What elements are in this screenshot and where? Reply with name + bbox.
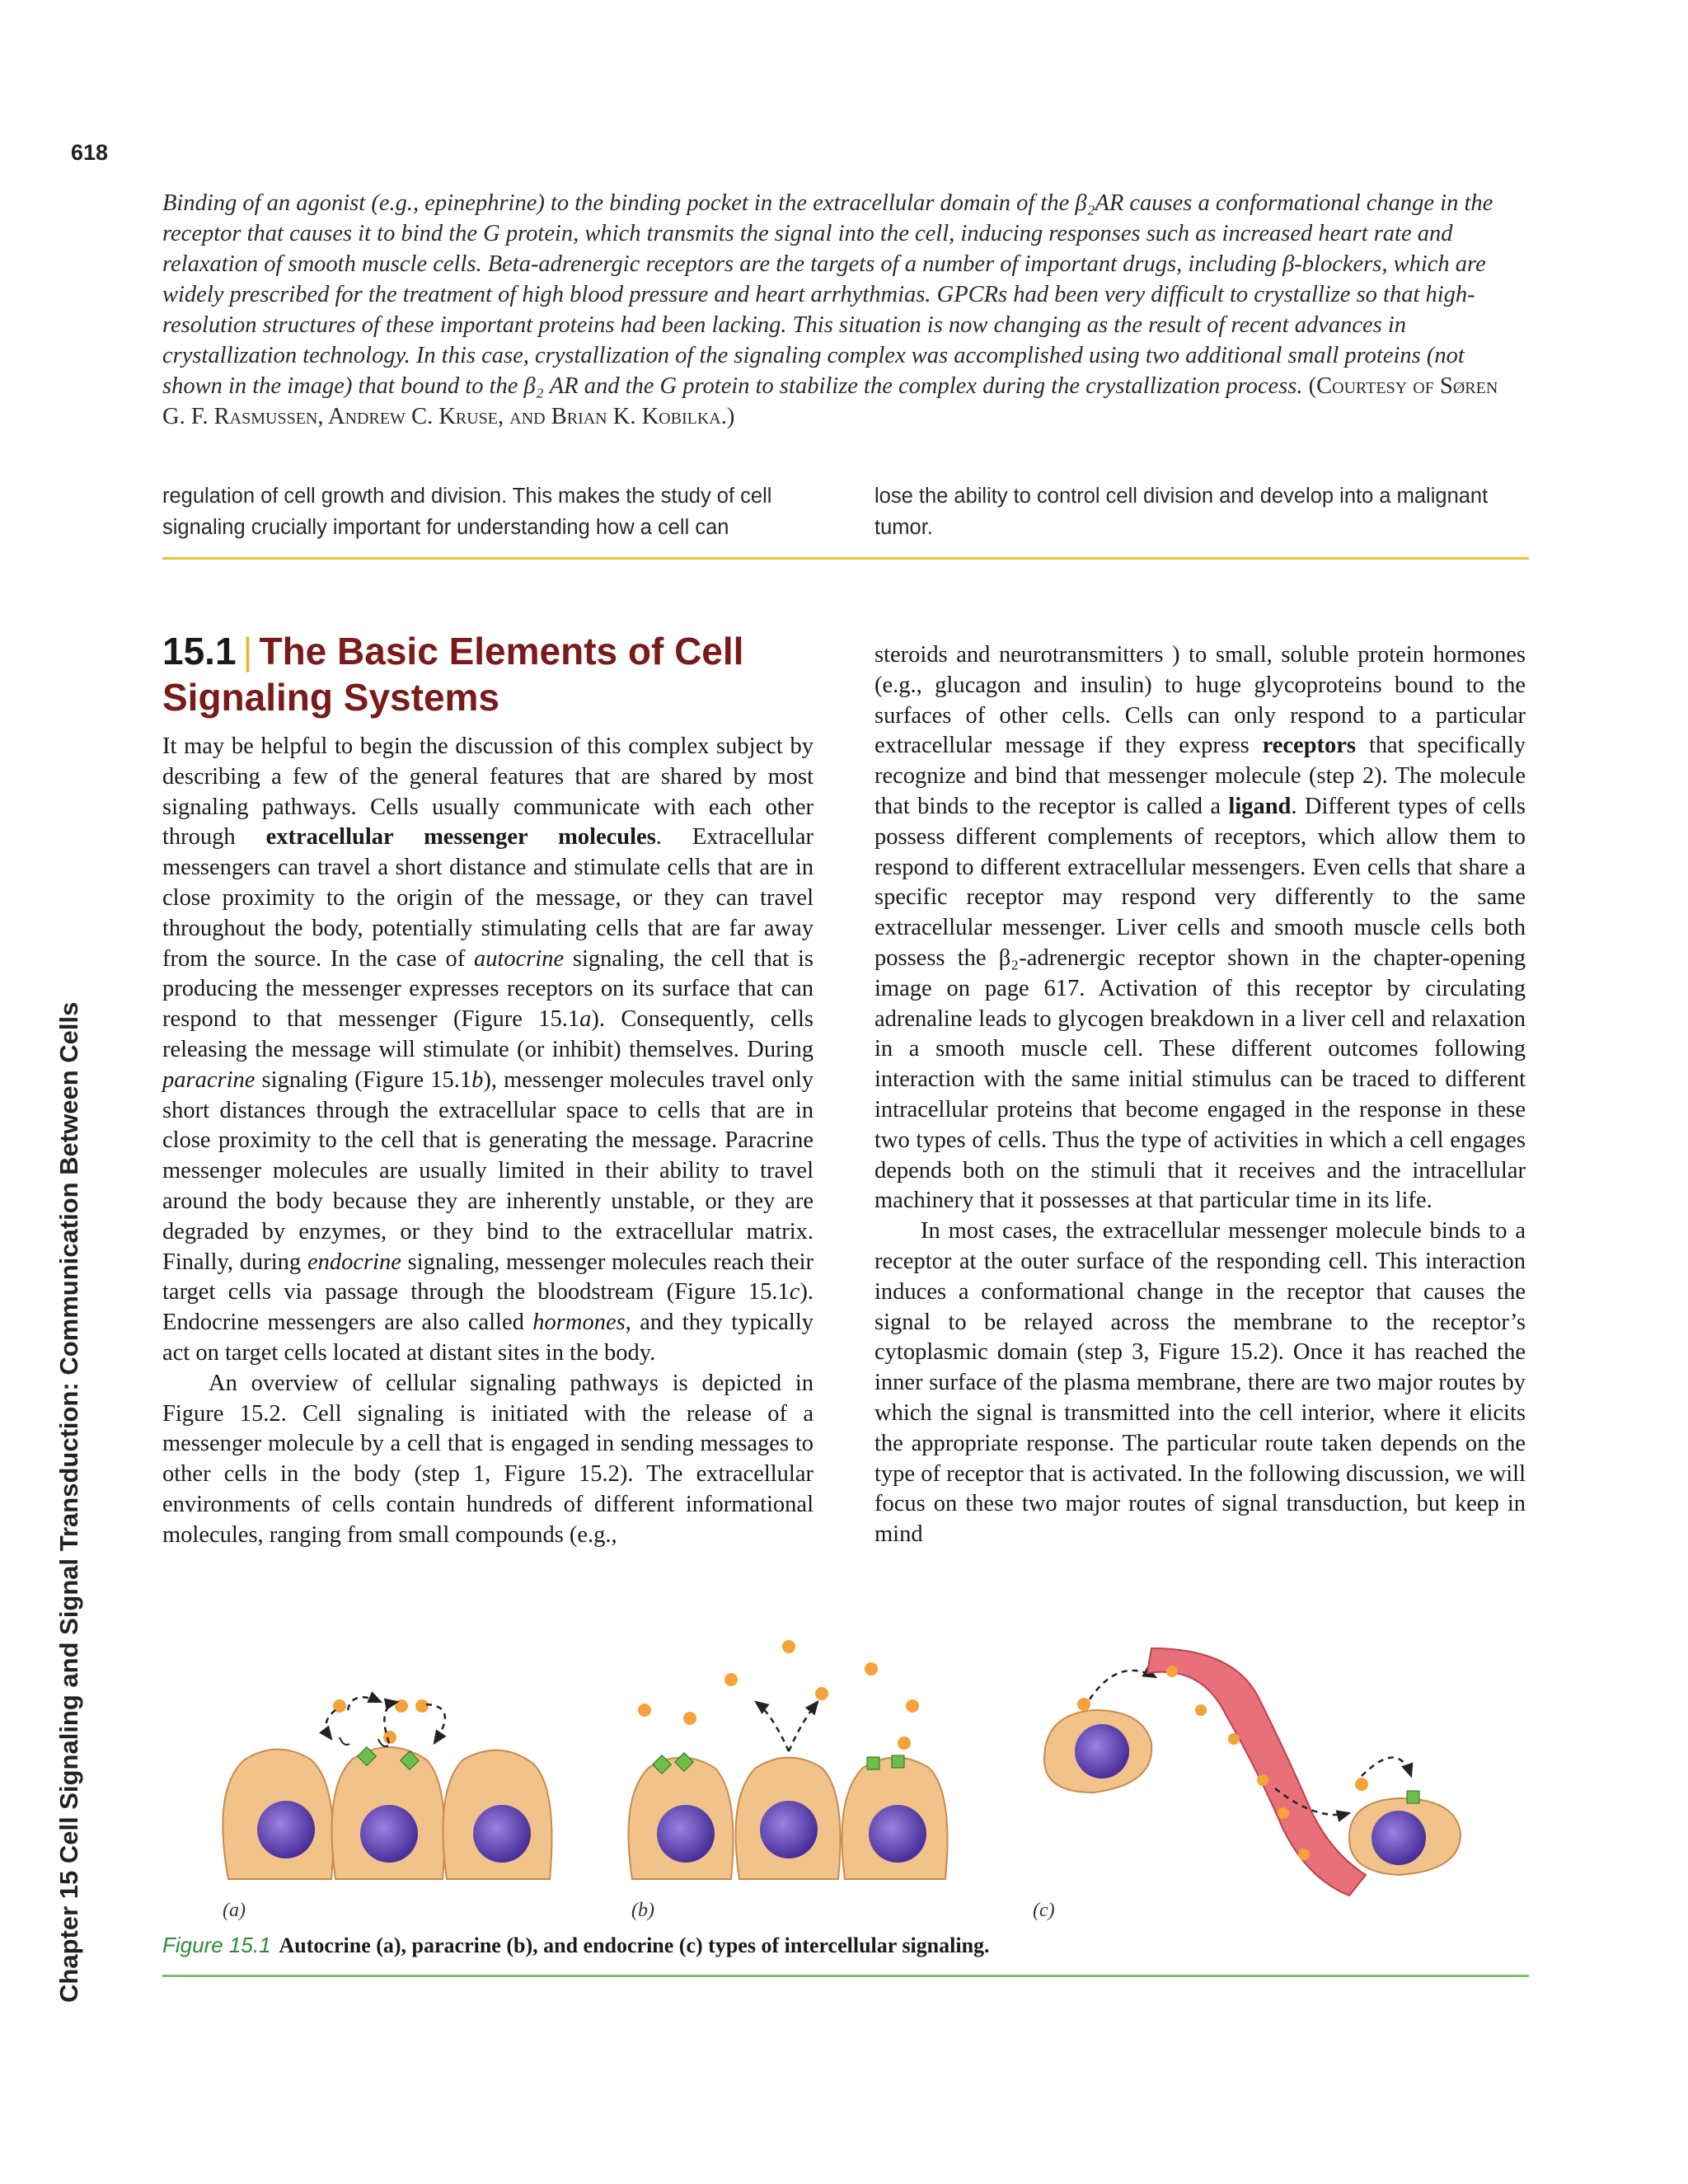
nucleus bbox=[657, 1805, 715, 1863]
messenger bbox=[683, 1712, 696, 1725]
blood-vessel bbox=[1147, 1648, 1366, 1896]
messenger bbox=[1298, 1849, 1310, 1860]
nucleus bbox=[869, 1805, 926, 1863]
messenger bbox=[865, 1662, 878, 1675]
body-column-left bbox=[162, 732, 814, 1551]
messenger bbox=[815, 1687, 828, 1700]
nucleus bbox=[360, 1805, 418, 1863]
nucleus bbox=[1372, 1811, 1426, 1865]
messenger bbox=[1257, 1774, 1268, 1786]
paragraph: An overview of cellular signaling pathways is depicted in Figure 15.2. Cell signaling is initiated with the release of a messenger molecule by a cell that is engaged in sending messages to other cells in the body (step 1, Figure 15.2). The extracellular environments of cells contain hundreds of different informational molecules, ranging from small compounds (e.g., bbox=[162, 1370, 814, 1548]
receptor bbox=[892, 1755, 904, 1768]
caption-text: Binding of an agonist (e.g., epinephrine) to the binding pocket in the extracellular domain of the β₂AR causes a conformational change in the receptor that causes it to bind the G protein, which transmits the signal into the cell, inducing responses such as increased heart rate and relaxation of smooth muscle cells. Beta-adrenergic receptors are the targets of a number of important drugs, including β-blockers, which are widely prescribed for the treatment of high blood pressure and heart arrhythmias. GPCRs had been very difficult to crystallize so that high-resolution structures of these important proteins had been lacking. This situation is now changing as the result of recent advances in crystallization technology. In this case, crystallization of the signaling complex was accomplished using two additional small proteins (not shown in the image) that bound to the β₂ AR and the G protein to stabilize the complex during the crystallization process. bbox=[162, 190, 1493, 399]
messenger bbox=[1195, 1704, 1207, 1716]
receptor bbox=[1407, 1791, 1419, 1803]
figure-caption bbox=[162, 1933, 1529, 1958]
panel-label-b: (b) bbox=[631, 1900, 654, 1921]
paragraph: steroids and neurotransmitters ) to small, soluble protein hormones (e.g., glucagon and insulin) to huge glycoproteins bound to the surfaces of other cells. Cells can only respond to a particular extracellular message if they express receptors that specifically recognize and bind that messenger molecule (step 2). The molecule that binds to the receptor is called a ligand. Different types of cells possess different complements of receptors, which allow them to respond to different extracellular messengers. Even cells that share a specific receptor may respond very differently to the same extracellular messenger. Liver cells and smooth muscle cells both possess the β₂-adrenergic receptor shown in the chapter-opening image on page 617. Activation of this receptor by circulating adrenaline leads to glycogen breakdown in a liver cell and relaxation in a smooth muscle cell. These different outcomes following interaction with the same initial stimulus can be traced to different intracellular proteins that become engaged in the response in these two types of cells. Thus the type of activities in which a cell engages depends both on the stimuli that it receives and the intracellular machinery that it possesses at that particular time in its life. bbox=[874, 642, 1526, 1214]
messenger bbox=[906, 1699, 919, 1713]
messenger bbox=[1228, 1733, 1240, 1745]
section-title: The Basic Elements of Cell Signaling Systems bbox=[162, 630, 744, 719]
nucleus bbox=[257, 1801, 315, 1858]
messenger bbox=[1077, 1698, 1090, 1711]
messenger bbox=[898, 1736, 911, 1750]
caption-credit: (Courtesy of Søren G. F. Rasmussen, Andrew C. Kruse, and Brian K. Kobilka.) bbox=[162, 373, 1498, 429]
paragraph: In most cases, the extracellular messenger molecule binds to a receptor at the outer surface of the responding cell. This interaction induces a conformational change in the receptor that causes the signal to be relayed across the membrane to the receptor’s cytoplasmic domain (step 3, Figure 15.2). Once it has reached the inner surface of the plasma membrane, there are two major routes by which the signal is transmitted into the cell interior, where it elicits the appropriate response. The particular route taken depends on the type of receptor that is activated. In the following discussion, we will focus on these two major routes of signal transduction, but keep in mind bbox=[874, 1218, 1526, 1548]
key-term: extracellular messenger molecules bbox=[265, 824, 656, 851]
intro-text-right: lose the ability to control cell division and develop into a malignant tumor. bbox=[874, 485, 1489, 539]
nucleus bbox=[473, 1805, 531, 1863]
nucleus bbox=[1075, 1724, 1129, 1779]
key-term: ligand bbox=[1228, 793, 1292, 819]
key-term: receptors bbox=[1262, 733, 1357, 759]
messenger bbox=[1355, 1778, 1368, 1791]
panel-label-c: (c) bbox=[1033, 1900, 1055, 1921]
messenger bbox=[1166, 1666, 1178, 1677]
section-separator: | bbox=[242, 630, 253, 673]
panel-a-autocrine bbox=[223, 1697, 551, 1879]
panel-b-paracrine bbox=[629, 1640, 948, 1879]
panel-c-endocrine bbox=[1044, 1648, 1461, 1896]
messenger bbox=[782, 1640, 795, 1653]
section-number: 15.1 bbox=[162, 630, 237, 673]
intro-text-left: regulation of cell growth and division. This makes the study of cell signaling crucially important for understanding how a cell can bbox=[162, 485, 772, 539]
paragraph: It may be helpful to begin the discussion of this complex subject by describing a few of the general features that are shared by most signaling pathways. Cells usually communicate with each other through extracellular messenger molecules. Extracellular messengers can travel a short distance and stimulate cells that are in close proximity to the origin of the message, or they can travel throughout the body, potentially stimulating cells that are far away from the source. In the case of autocrine signaling, the cell that is producing the messenger expresses receptors on its surface that can respond to that messenger (Figure 15.1a). Consequently, cells releasing the message will stimulate (or inhibit) themselves. During paracrine signaling (Figure 15.1b), messenger molecules travel only short distances through the extracellular space to cells that are in close proximity to the cell that is generating the message. Paracrine messenger molecules are usually limited in their ability to travel around the body because they are inherently unstable, or they are degraded by enzymes, or they bind to the extracellular matrix. Finally, during endocrine signaling, messenger molecules reach their target cells via passage through the bloodstream (Figure 15.1c). Endocrine messengers are also called hormones, and they typically act on target cells located at distant sites in the body. bbox=[162, 733, 814, 1366]
panel-label-a: (a) bbox=[223, 1900, 246, 1921]
section-heading bbox=[162, 628, 871, 720]
figure-number: Figure 15.1 bbox=[162, 1933, 271, 1957]
page-number: 618 bbox=[71, 140, 109, 165]
chapter-opener-caption bbox=[162, 188, 1522, 432]
section-divider bbox=[162, 557, 1529, 560]
figure-divider bbox=[162, 1975, 1529, 1977]
receptor bbox=[867, 1757, 879, 1769]
messenger bbox=[1278, 1807, 1289, 1819]
body-column-right bbox=[874, 640, 1526, 1550]
figure-caption-text: Autocrine (a), paracrine (b), and endocrine (c) types of intercellular signaling. bbox=[279, 1933, 990, 1957]
nucleus bbox=[760, 1801, 818, 1858]
messenger bbox=[415, 1699, 429, 1713]
figure-15-1 bbox=[162, 1607, 1529, 1920]
chapter-side-title: Chapter 15 Cell Signaling and Signal Transduction: Communication Between Cells bbox=[54, 1001, 83, 2003]
messenger bbox=[638, 1704, 651, 1717]
messenger bbox=[724, 1673, 738, 1686]
